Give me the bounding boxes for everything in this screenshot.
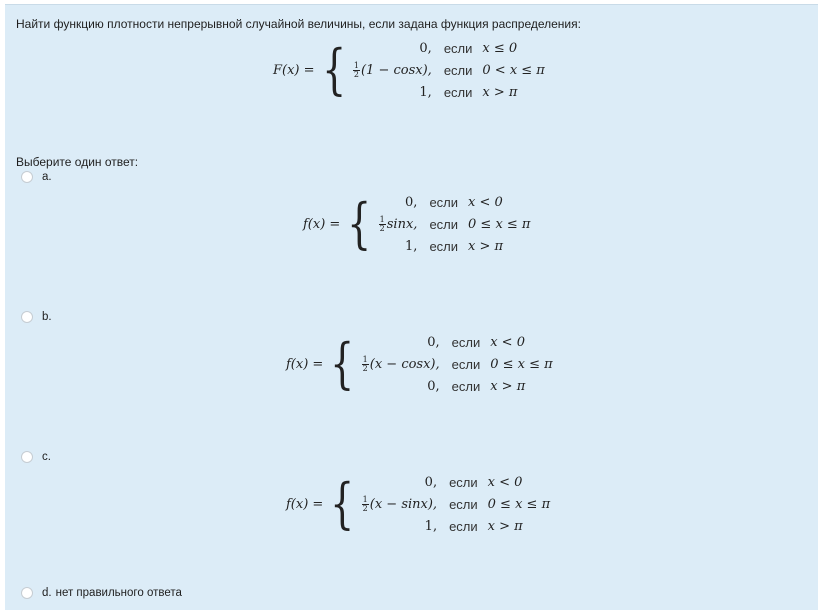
case-value: $\frac{1}{2}$ sinx, xyxy=(379,214,418,233)
fraction: $\frac{1}{2}$ xyxy=(353,60,359,79)
left-brace: { xyxy=(321,38,346,101)
case-row xyxy=(353,37,545,59)
option-b[interactable] xyxy=(21,311,52,323)
case-word: если xyxy=(443,62,473,78)
case-condition: x < 0 xyxy=(468,194,503,210)
option-c-formula xyxy=(286,471,550,537)
case-row xyxy=(362,493,550,515)
option-letter: a. xyxy=(42,171,52,183)
case-condition: x > π xyxy=(490,378,526,394)
case-condition: x > π xyxy=(482,84,518,100)
case-word: если xyxy=(449,496,478,512)
left-brace: { xyxy=(330,472,355,535)
case-value: $\frac{1}{2}$ (x − sinx), xyxy=(362,494,438,513)
option-c[interactable] xyxy=(21,451,51,463)
case-word: если xyxy=(443,84,473,100)
formula-lhs: f(x) = xyxy=(286,356,324,372)
case-row xyxy=(379,235,531,257)
case-value: 0, xyxy=(405,194,418,210)
case-condition: 0 ≤ x ≤ π xyxy=(468,216,531,232)
case-word: если xyxy=(429,194,459,210)
case-value: 1, xyxy=(419,84,432,100)
case-value: 0, xyxy=(427,378,440,394)
formula-lhs: f(x) = xyxy=(286,496,324,512)
case-row xyxy=(353,59,545,81)
case-word: если xyxy=(449,518,478,534)
case-row xyxy=(379,191,531,213)
formula-lhs: f(x) = xyxy=(303,216,341,232)
case-word: если xyxy=(429,216,459,232)
question-formula xyxy=(273,37,545,103)
cases-table xyxy=(379,191,531,257)
case-row xyxy=(362,353,553,375)
case-condition: x < 0 xyxy=(490,334,525,350)
option-a-formula xyxy=(303,191,530,257)
fraction: $\frac{1}{2}$ xyxy=(362,494,368,513)
radio-option-a[interactable] xyxy=(21,171,33,183)
case-word: если xyxy=(443,40,473,56)
left-brace: { xyxy=(347,192,372,255)
option-a[interactable] xyxy=(21,171,52,183)
cases-table xyxy=(362,471,550,537)
case-value: 0, xyxy=(424,474,438,490)
cases-table xyxy=(362,331,553,397)
case-row xyxy=(362,375,553,397)
option-d[interactable] xyxy=(21,587,182,599)
case-condition: 0 < x ≤ π xyxy=(482,62,545,78)
case-condition: x > π xyxy=(487,518,523,534)
case-value: $\frac{1}{2}$ (1 − cosx), xyxy=(353,60,432,79)
case-row xyxy=(362,331,553,353)
option-letter: d. xyxy=(42,587,52,599)
case-word: если xyxy=(451,378,481,394)
formula-lhs: F(x) = xyxy=(273,62,315,78)
radio-option-b[interactable] xyxy=(21,311,33,323)
case-word: если xyxy=(449,474,478,490)
answer-prompt: Выберите один ответ: xyxy=(16,155,139,169)
left-brace: { xyxy=(330,332,355,395)
case-row xyxy=(362,515,550,537)
case-value: $\frac{1}{2}$ (x − cosx), xyxy=(362,354,440,373)
option-letter: b. xyxy=(42,311,52,323)
option-letter: c. xyxy=(42,451,51,463)
case-word: если xyxy=(451,334,481,350)
case-condition: x < 0 xyxy=(487,474,523,490)
case-condition: x > π xyxy=(468,238,504,254)
case-condition: 0 ≤ x ≤ π xyxy=(487,496,551,512)
radio-option-c[interactable] xyxy=(21,451,33,463)
case-word: если xyxy=(451,356,481,372)
case-condition: x ≤ 0 xyxy=(482,40,518,56)
case-row xyxy=(379,213,531,235)
case-value: 1, xyxy=(424,518,438,534)
option-d-text: нет правильного ответа xyxy=(55,587,182,599)
case-value: 1, xyxy=(405,238,418,254)
case-row xyxy=(353,81,545,103)
question-panel xyxy=(5,4,818,610)
fraction: $\frac{1}{2}$ xyxy=(379,214,385,233)
radio-option-d[interactable] xyxy=(21,587,33,599)
case-condition: 0 ≤ x ≤ π xyxy=(490,356,553,372)
question-text: Найти функцию плотности непрерывной случайной величины, если задана функция распределения: xyxy=(16,17,581,31)
case-value: 0, xyxy=(419,40,432,56)
case-word: если xyxy=(429,238,459,254)
option-b-formula xyxy=(286,331,553,397)
case-row xyxy=(362,471,550,493)
case-value: 0, xyxy=(427,334,440,350)
cases-table xyxy=(353,37,545,103)
fraction: $\frac{1}{2}$ xyxy=(362,354,368,373)
